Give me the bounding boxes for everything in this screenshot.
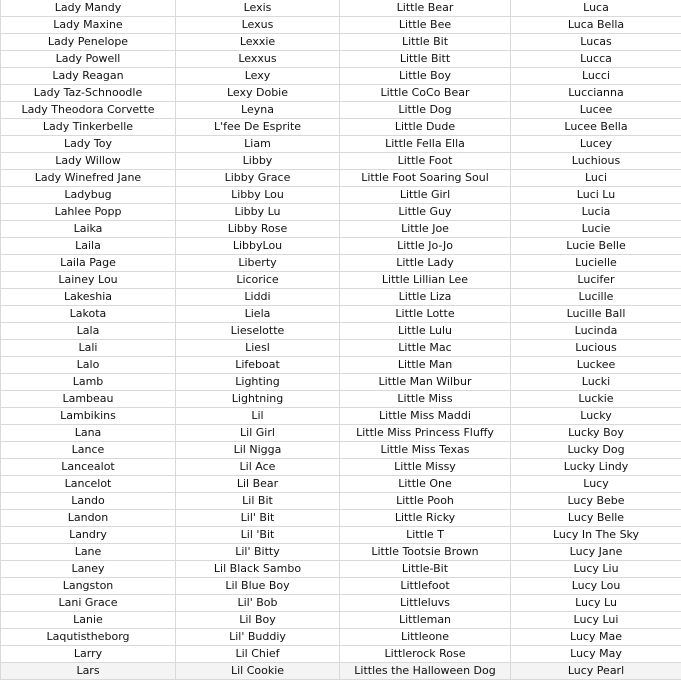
table-cell[interactable]: Little T <box>340 527 511 544</box>
table-cell[interactable]: Little Bee <box>340 17 511 34</box>
table-cell[interactable]: Luccianna <box>511 85 681 102</box>
table-cell[interactable]: Libby Lu <box>176 204 340 221</box>
table-row <box>1 170 681 187</box>
table-cell[interactable]: Lalo <box>1 357 176 374</box>
table-cell[interactable]: Lucy Lu <box>511 595 681 612</box>
table-row <box>1 51 681 68</box>
table-cell[interactable]: Luci Lu <box>511 187 681 204</box>
table-cell[interactable]: Lahlee Popp <box>1 204 176 221</box>
table-row <box>1 323 681 340</box>
table-row <box>1 544 681 561</box>
table-cell[interactable]: Little Girl <box>340 187 511 204</box>
table-cell[interactable]: Little Foot <box>340 153 511 170</box>
table-cell[interactable]: Laila Page <box>1 255 176 272</box>
table-cell[interactable]: Lexxus <box>176 51 340 68</box>
table-cell[interactable]: Lady Tinkerbelle <box>1 119 176 136</box>
table-cell[interactable]: Lucille <box>511 289 681 306</box>
table-cell[interactable]: Little CoCo Bear <box>340 85 511 102</box>
table-cell[interactable]: Lady Powell <box>1 51 176 68</box>
table-cell[interactable]: Lucy Lui <box>511 612 681 629</box>
table-row <box>1 527 681 544</box>
table-cell[interactable]: Lucee <box>511 102 681 119</box>
table-cell[interactable]: Little Bitt <box>340 51 511 68</box>
table-row <box>1 578 681 595</box>
table-cell[interactable]: Lambikins <box>1 408 176 425</box>
table-cell[interactable]: Lady Willow <box>1 153 176 170</box>
table-cell[interactable]: Laqutistheborg <box>1 629 176 646</box>
table-cell[interactable]: Landry <box>1 527 176 544</box>
table-cell[interactable]: Lucious <box>511 340 681 357</box>
table-cell[interactable]: Lil' Buddiy <box>176 629 340 646</box>
table-cell[interactable]: Lucy Liu <box>511 561 681 578</box>
table-cell[interactable]: Lucky Dog <box>511 442 681 459</box>
table-cell[interactable]: Lakeshia <box>1 289 176 306</box>
table-cell[interactable]: Landon <box>1 510 176 527</box>
table-cell[interactable]: Lil 'Bit <box>176 527 340 544</box>
table-cell[interactable]: Lucy Lou <box>511 578 681 595</box>
table-cell[interactable]: Little-Bit <box>340 561 511 578</box>
table-row <box>1 510 681 527</box>
table-cell[interactable]: Lil Ace <box>176 459 340 476</box>
table-cell[interactable]: L'fee De Esprite <box>176 119 340 136</box>
table-cell[interactable]: Little Mac <box>340 340 511 357</box>
table-row <box>1 425 681 442</box>
table-cell[interactable]: Lil Black Sambo <box>176 561 340 578</box>
table-cell[interactable]: Little Missy <box>340 459 511 476</box>
table-row <box>1 459 681 476</box>
table-cell[interactable]: Lady Winefred Jane <box>1 170 176 187</box>
table-cell[interactable]: Lexxie <box>176 34 340 51</box>
table-cell[interactable]: Little Miss <box>340 391 511 408</box>
table-cell[interactable]: Little Bit <box>340 34 511 51</box>
table-cell[interactable]: Libby Lou <box>176 187 340 204</box>
table-row <box>1 374 681 391</box>
table-row <box>1 408 681 425</box>
table-cell[interactable]: Lil Nigga <box>176 442 340 459</box>
table-cell[interactable]: Littleman <box>340 612 511 629</box>
table-cell[interactable]: Lucca <box>511 51 681 68</box>
table-row <box>1 612 681 629</box>
table-cell[interactable]: Little Liza <box>340 289 511 306</box>
table-cell[interactable]: Lady Theodora Corvette <box>1 102 176 119</box>
table-cell[interactable]: Leyna <box>176 102 340 119</box>
table-cell[interactable]: Lil' Bob <box>176 595 340 612</box>
table-cell[interactable]: Lil Blue Boy <box>176 578 340 595</box>
table-row <box>1 136 681 153</box>
table-cell[interactable]: Little Boy <box>340 68 511 85</box>
table-cell[interactable]: Lil' Bitty <box>176 544 340 561</box>
table-cell[interactable]: Lucey <box>511 136 681 153</box>
table-cell[interactable]: Lady Taz-Schnoodle <box>1 85 176 102</box>
table-cell[interactable]: Lucinda <box>511 323 681 340</box>
table-cell[interactable]: Lil Chief <box>176 646 340 663</box>
names-table-body <box>1 0 681 680</box>
table-row <box>1 187 681 204</box>
table-row <box>1 442 681 459</box>
table-cell[interactable]: Littleone <box>340 629 511 646</box>
table-cell[interactable]: Littleluvs <box>340 595 511 612</box>
table-cell[interactable]: Larry <box>1 646 176 663</box>
table-cell[interactable]: Luca <box>511 0 681 17</box>
table-cell[interactable]: Laney <box>1 561 176 578</box>
table-cell[interactable]: Lucy Pearl <box>511 663 681 680</box>
table-cell[interactable]: Licorice <box>176 272 340 289</box>
table-cell[interactable]: Liesl <box>176 340 340 357</box>
table-cell[interactable]: Little Man <box>340 357 511 374</box>
table-cell[interactable]: Libby Grace <box>176 170 340 187</box>
table-cell[interactable]: Lightning <box>176 391 340 408</box>
table-cell[interactable]: Lucy Bebe <box>511 493 681 510</box>
table-cell[interactable]: Lady Toy <box>1 136 176 153</box>
table-cell[interactable]: Lil Bit <box>176 493 340 510</box>
table-row <box>1 119 681 136</box>
table-row <box>1 272 681 289</box>
table-cell[interactable]: Lanie <box>1 612 176 629</box>
table-cell[interactable]: Little Miss Maddi <box>340 408 511 425</box>
table-row <box>1 476 681 493</box>
table-cell[interactable]: Lil' Bit <box>176 510 340 527</box>
table-cell[interactable]: Lady Reagan <box>1 68 176 85</box>
table-cell[interactable]: Luchious <box>511 153 681 170</box>
table-cell[interactable]: Luca Bella <box>511 17 681 34</box>
table-cell[interactable]: Liam <box>176 136 340 153</box>
table-row <box>1 85 681 102</box>
table-cell[interactable]: Lil Boy <box>176 612 340 629</box>
table-cell[interactable]: Lucky Boy <box>511 425 681 442</box>
table-cell[interactable]: Lali <box>1 340 176 357</box>
table-cell[interactable]: Lucy May <box>511 646 681 663</box>
table-cell[interactable]: Lance <box>1 442 176 459</box>
table-cell[interactable]: Little One <box>340 476 511 493</box>
table-cell[interactable]: Little Lulu <box>340 323 511 340</box>
table-cell[interactable]: Little Ricky <box>340 510 511 527</box>
table-row <box>1 102 681 119</box>
table-cell[interactable]: Lucy <box>511 476 681 493</box>
table-cell[interactable]: Lucille Ball <box>511 306 681 323</box>
table-cell[interactable]: Lainey Lou <box>1 272 176 289</box>
table-cell[interactable]: Lexus <box>176 17 340 34</box>
table-cell[interactable]: Libby Rose <box>176 221 340 238</box>
table-cell[interactable]: Lil Bear <box>176 476 340 493</box>
table-row <box>1 357 681 374</box>
table-cell[interactable]: Lucy Mae <box>511 629 681 646</box>
table-cell[interactable]: Lil Girl <box>176 425 340 442</box>
table-cell[interactable]: Luci <box>511 170 681 187</box>
table-row <box>1 255 681 272</box>
table-cell[interactable]: Liberty <box>176 255 340 272</box>
table-row <box>1 34 681 51</box>
table-cell[interactable]: Littlerock Rose <box>340 646 511 663</box>
table-cell[interactable]: Lancealot <box>1 459 176 476</box>
table-cell[interactable]: Little Jo-Jo <box>340 238 511 255</box>
table-cell[interactable]: Little Joe <box>340 221 511 238</box>
table-row <box>1 595 681 612</box>
table-cell[interactable]: Lucy Jane <box>511 544 681 561</box>
table-cell[interactable]: Lancelot <box>1 476 176 493</box>
table-row <box>1 238 681 255</box>
table-cell[interactable]: Lucifer <box>511 272 681 289</box>
table-cell[interactable]: Littlefoot <box>340 578 511 595</box>
table-row <box>1 340 681 357</box>
table-row <box>1 493 681 510</box>
table-cell[interactable]: Lucie Belle <box>511 238 681 255</box>
table-cell[interactable]: Lexis <box>176 0 340 17</box>
table-cell[interactable]: Laika <box>1 221 176 238</box>
table-row <box>1 306 681 323</box>
table-cell[interactable]: Lucci <box>511 68 681 85</box>
table-cell[interactable]: Littles the Halloween Dog <box>340 663 511 680</box>
table-cell[interactable]: Lana <box>1 425 176 442</box>
table-cell[interactable]: Lady Mandy <box>1 0 176 17</box>
table-cell[interactable]: Laila <box>1 238 176 255</box>
table-cell[interactable]: Little Dude <box>340 119 511 136</box>
table-cell[interactable]: Liela <box>176 306 340 323</box>
table-cell[interactable]: Little Lady <box>340 255 511 272</box>
table-cell[interactable]: Lala <box>1 323 176 340</box>
table-cell[interactable]: Little Lotte <box>340 306 511 323</box>
table-row <box>1 68 681 85</box>
table-row <box>1 663 681 680</box>
table-cell[interactable]: Lucky Lindy <box>511 459 681 476</box>
table-cell[interactable]: Little Dog <box>340 102 511 119</box>
table-cell[interactable]: Little Guy <box>340 204 511 221</box>
table-cell[interactable]: Liddi <box>176 289 340 306</box>
table-cell[interactable]: Little Lillian Lee <box>340 272 511 289</box>
table-row <box>1 17 681 34</box>
table-cell[interactable]: Lucia <box>511 204 681 221</box>
table-cell[interactable]: Lakota <box>1 306 176 323</box>
table-cell[interactable]: Lighting <box>176 374 340 391</box>
table-cell[interactable]: Lucee Bella <box>511 119 681 136</box>
table-cell[interactable]: Little Miss Princess Fluffy <box>340 425 511 442</box>
table-row <box>1 629 681 646</box>
table-cell[interactable]: Little Foot Soaring Soul <box>340 170 511 187</box>
table-row <box>1 646 681 663</box>
table-cell[interactable]: Langston <box>1 578 176 595</box>
table-cell[interactable]: Lady Maxine <box>1 17 176 34</box>
table-cell[interactable]: Lamb <box>1 374 176 391</box>
table-row <box>1 221 681 238</box>
table-cell[interactable]: Ladybug <box>1 187 176 204</box>
table-cell[interactable]: Lambeau <box>1 391 176 408</box>
table-cell[interactable]: Lexy Dobie <box>176 85 340 102</box>
table-cell[interactable]: Lil <box>176 408 340 425</box>
table-cell[interactable]: Lexy <box>176 68 340 85</box>
table-row <box>1 561 681 578</box>
table-row <box>1 289 681 306</box>
table-cell[interactable]: Luckie <box>511 391 681 408</box>
table-cell[interactable]: Lucie <box>511 221 681 238</box>
table-cell[interactable]: Little Man Wilbur <box>340 374 511 391</box>
table-cell[interactable]: Lucy In The Sky <box>511 527 681 544</box>
table-cell[interactable]: Lando <box>1 493 176 510</box>
table-cell[interactable]: Lucky <box>511 408 681 425</box>
table-cell[interactable]: Libby <box>176 153 340 170</box>
table-cell[interactable]: Lane <box>1 544 176 561</box>
table-cell[interactable]: Lucielle <box>511 255 681 272</box>
table-row <box>1 153 681 170</box>
table-cell[interactable]: Little Fella Ella <box>340 136 511 153</box>
table-cell[interactable]: Lucy Belle <box>511 510 681 527</box>
table-cell[interactable]: Little Tootsie Brown <box>340 544 511 561</box>
table-row <box>1 0 681 17</box>
table-row <box>1 391 681 408</box>
table-cell[interactable]: Lieselotte <box>176 323 340 340</box>
table-cell[interactable]: Lady Penelope <box>1 34 176 51</box>
table-cell[interactable]: Lucas <box>511 34 681 51</box>
table-cell[interactable]: LibbyLou <box>176 238 340 255</box>
table-cell[interactable]: Luckee <box>511 357 681 374</box>
table-cell[interactable]: Lucki <box>511 374 681 391</box>
table-cell[interactable]: Lil Cookie <box>176 663 340 680</box>
table-cell[interactable]: Little Bear <box>340 0 511 17</box>
table-cell[interactable]: Lars <box>1 663 176 680</box>
table-cell[interactable]: Lani Grace <box>1 595 176 612</box>
table-cell[interactable]: Little Miss Texas <box>340 442 511 459</box>
table-cell[interactable]: Lifeboat <box>176 357 340 374</box>
table-row <box>1 204 681 221</box>
table-cell[interactable]: Little Pooh <box>340 493 511 510</box>
